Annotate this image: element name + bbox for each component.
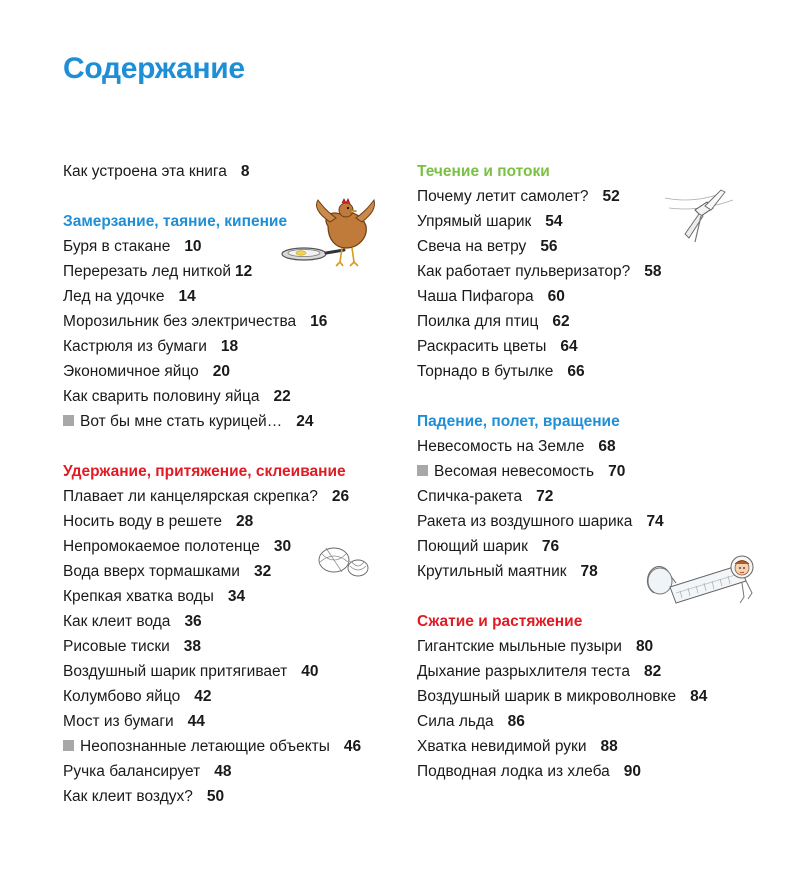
page-title: Содержание xyxy=(63,52,245,85)
toc-entry[interactable] xyxy=(63,709,423,734)
toc-entry[interactable] xyxy=(63,509,423,534)
toc-entry[interactable] xyxy=(417,734,777,759)
toc-entry-label: Вот бы мне стать курицей… xyxy=(80,413,283,430)
toc-entry-label: Чаша Пифагора xyxy=(417,288,534,305)
toc-entry-label: Колумбово яйцо xyxy=(63,688,181,705)
toc-entry-page: 62 xyxy=(552,313,570,330)
toc-entry-label: Дыхание разрыхлителя теста xyxy=(417,663,630,680)
toc-entry[interactable] xyxy=(63,759,423,784)
toc-entry-label: Как работает пульверизатор? xyxy=(417,263,631,280)
toc-entry-label: Хватка невидимой руки xyxy=(417,738,587,755)
toc-entry[interactable] xyxy=(63,359,423,384)
toc-entry[interactable] xyxy=(417,284,777,309)
toc-entry-page: 12 xyxy=(235,263,253,280)
toc-entry-page: 38 xyxy=(183,638,202,655)
toc-entry-page: 20 xyxy=(212,363,231,380)
toc-entry-label: Воздушный шарик в микроволновке xyxy=(417,688,677,705)
toc-entry[interactable] xyxy=(417,759,777,784)
toc-entry-label: Крепкая хватка воды xyxy=(63,588,214,605)
toc-entry-page: 70 xyxy=(608,463,626,480)
toc-entry-page: 84 xyxy=(690,688,708,705)
toc-entry-page: 90 xyxy=(623,763,642,780)
toc-entry-page: 30 xyxy=(273,538,292,555)
toc-right-column xyxy=(417,159,777,784)
toc-entry-label: Как клеит воздух? xyxy=(63,788,193,805)
toc-entry-label: Как устроена эта книга xyxy=(63,163,227,180)
toc-entry-label: Ракета из воздушного шарика xyxy=(417,513,633,530)
toc-entry[interactable] xyxy=(417,509,777,534)
toc-entry-page: 44 xyxy=(187,713,205,730)
toc-entry-page: 80 xyxy=(635,638,654,655)
toc-entry-label: Весомая невесомость xyxy=(434,463,595,480)
toc-entry-page: 72 xyxy=(536,488,554,505)
toc-entry-label: Упрямый шарик xyxy=(417,213,532,230)
section-heading-freezing: Замерзание, таяние, кипение xyxy=(63,213,288,230)
toc-entry[interactable] xyxy=(63,784,423,809)
toc-entry-page: 14 xyxy=(178,288,196,305)
toc-entry-label: Крутильный маятник xyxy=(417,563,567,580)
toc-entry-page: 42 xyxy=(194,688,212,705)
toc-entry-how-book-works[interactable] xyxy=(63,159,423,184)
toc-entry-page: 82 xyxy=(643,663,662,680)
toc-entry-label: Воздушный шарик притягивает xyxy=(63,663,288,680)
toc-entry-page: 34 xyxy=(227,588,246,605)
toc-entry-label: Сила льда xyxy=(417,713,494,730)
toc-entry-page: 36 xyxy=(184,613,202,630)
toc-entry-label: Как сварить половину яйца xyxy=(63,388,260,405)
special-marker-icon xyxy=(63,415,74,426)
toc-entry[interactable] xyxy=(63,609,423,634)
toc-entry-label: Непромокаемое полотенце xyxy=(63,538,260,555)
toc-entry-page: 56 xyxy=(540,238,558,255)
toc-entry-page: 68 xyxy=(598,438,616,455)
toc-entry-label: Гигантские мыльные пузыри xyxy=(417,638,622,655)
toc-entry-label: Раскрасить цветы xyxy=(417,338,547,355)
section-heading-holding: Удержание, притяжение, склеивание xyxy=(63,463,346,480)
toc-entry-label: Буря в стакане xyxy=(63,238,171,255)
toc-entry-page: 86 xyxy=(507,713,525,730)
toc-entry-page: 16 xyxy=(310,313,328,330)
toc-entry-label: Рисовые тиски xyxy=(63,638,170,655)
toc-entry[interactable] xyxy=(417,634,777,659)
toc-entry-page: 50 xyxy=(206,788,225,805)
toc-entry-label: Неопознанные летающие объекты xyxy=(80,738,330,755)
toc-entry-page: 60 xyxy=(547,288,565,305)
toc-entry[interactable] xyxy=(417,434,777,459)
toc-entry[interactable] xyxy=(63,659,423,684)
toc-entry[interactable] xyxy=(417,709,777,734)
toc-entry-label: Лед на удочке xyxy=(63,288,165,305)
toc-entry[interactable] xyxy=(63,484,423,509)
toc-entry-page: 76 xyxy=(541,538,560,555)
toc-entry-label: Вода вверх тормашками xyxy=(63,563,240,580)
wire-balls-illustration xyxy=(314,540,376,580)
toc-entry[interactable] xyxy=(63,284,423,309)
section-heading-compression: Сжатие и растяжение xyxy=(417,613,583,630)
toc-entry-label: Подводная лодка из хлеба xyxy=(417,763,610,780)
toc-entry[interactable] xyxy=(417,684,777,709)
special-marker-icon xyxy=(63,740,74,751)
toc-entry-page: 40 xyxy=(301,663,319,680)
toc-entry-label: Мост из бумаги xyxy=(63,713,174,730)
toc-entry-page: 48 xyxy=(214,763,232,780)
toc-entry[interactable] xyxy=(417,259,777,284)
toc-entry-page: 22 xyxy=(273,388,291,405)
toc-entry-page: 18 xyxy=(220,338,239,355)
toc-entry[interactable] xyxy=(63,584,423,609)
toc-entry-label: Морозильник без электричества xyxy=(63,313,297,330)
toc-entry-label: Поилка для птиц xyxy=(417,313,539,330)
toc-entry-label: Ручка балансирует xyxy=(63,763,201,780)
special-marker-icon xyxy=(417,465,428,476)
toc-entry-page: 64 xyxy=(560,338,578,355)
toc-entry[interactable] xyxy=(63,334,423,359)
toc-entry-page: 32 xyxy=(253,563,272,580)
section-heading-falling: Падение, полет, вращение xyxy=(417,413,620,430)
toc-entry-label: Носить воду в решете xyxy=(63,513,223,530)
toc-entry-special[interactable] xyxy=(63,409,423,434)
toc-entry-special[interactable] xyxy=(417,459,777,484)
toc-entry[interactable] xyxy=(417,659,777,684)
astronaut-with-flask-illustration xyxy=(640,553,770,633)
toc-entry[interactable] xyxy=(417,309,777,334)
toc-entry[interactable] xyxy=(63,634,423,659)
toc-entry-label: Экономичное яйцо xyxy=(63,363,199,380)
toc-entry-page: 10 xyxy=(184,238,202,255)
toc-entry-page: 78 xyxy=(580,563,598,580)
toc-entry-special[interactable] xyxy=(63,734,423,759)
toc-entry-page: 54 xyxy=(545,213,563,230)
toc-entry[interactable] xyxy=(417,359,777,384)
toc-entry-label: Поющий шарик xyxy=(417,538,528,555)
toc-entry-page: 8 xyxy=(240,163,250,180)
toc-entry-label: Торнадо в бутылке xyxy=(417,363,554,380)
toc-entry-label: Невесомость на Земле xyxy=(417,438,585,455)
toc-entry-label: Перерезать лед ниткой xyxy=(63,263,231,280)
section-heading-flow: Течение и потоки xyxy=(417,163,550,180)
toc-entry-label: Свеча на ветру xyxy=(417,238,527,255)
toc-entry-page: 28 xyxy=(236,513,254,530)
toc-entry-page: 24 xyxy=(296,413,314,430)
toc-entry[interactable] xyxy=(417,484,777,509)
toc-entry-page: 88 xyxy=(600,738,618,755)
toc-entry-page: 52 xyxy=(602,188,620,205)
toc-entry-label: Плавает ли канцелярская скрепка? xyxy=(63,488,318,505)
toc-entry-page: 46 xyxy=(343,738,362,755)
toc-entry[interactable] xyxy=(63,309,423,334)
toc-entry[interactable] xyxy=(63,384,423,409)
toc-entry-page: 66 xyxy=(567,363,585,380)
toc-entry[interactable] xyxy=(417,334,777,359)
toc-entry-page: 26 xyxy=(331,488,350,505)
toc-entry-page: 74 xyxy=(646,513,664,530)
paper-propeller-illustration xyxy=(655,182,745,246)
toc-entry-label: Почему летит самолет? xyxy=(417,188,589,205)
toc-entry-label: Кастрюля из бумаги xyxy=(63,338,207,355)
toc-entry-page: 58 xyxy=(644,263,662,280)
chicken-with-frying-pan-illustration xyxy=(270,196,380,268)
toc-entry-label: Спичка-ракета xyxy=(417,488,523,505)
toc-entry[interactable] xyxy=(63,684,423,709)
toc-entry-label: Как клеит вода xyxy=(63,613,171,630)
